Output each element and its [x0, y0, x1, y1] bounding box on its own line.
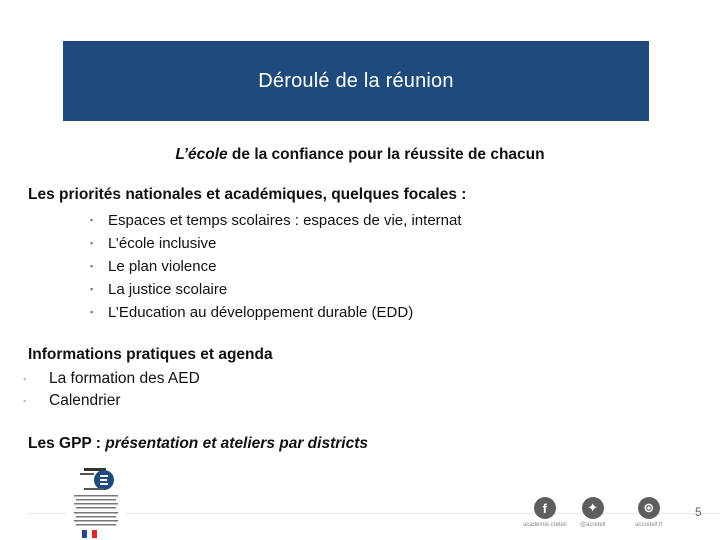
website-caption: accreteil.fr: [635, 522, 663, 528]
list-item-text: L’Education au développement durable (EDD): [108, 304, 414, 321]
list-item: [90, 255, 462, 278]
list-item: [90, 209, 462, 232]
facebook-link[interactable]: [523, 497, 567, 528]
list-item-text: La justice scolaire: [108, 281, 228, 298]
info-list: [23, 368, 200, 412]
twitter-icon: ✦: [582, 497, 604, 519]
list-item: [23, 390, 200, 412]
subtitle-italic: L’école: [175, 146, 228, 163]
gpp-heading-plain: Les GPP :: [28, 435, 106, 452]
list-item-text: L’école inclusive: [108, 235, 217, 252]
list-item: [90, 278, 462, 301]
website-link[interactable]: [635, 497, 663, 528]
bullet-icon: ▪: [90, 307, 94, 317]
web-icon: ⊛: [638, 497, 660, 519]
list-item-text: La formation des AED: [49, 370, 200, 387]
slide-title: Déroulé de la réunion: [258, 69, 454, 92]
section-priorities-heading: Les priorités nationales et académiques, quelques focales :: [28, 186, 467, 203]
bullet-icon: ▪: [90, 215, 94, 225]
bullet-icon: ▪: [23, 396, 27, 406]
title-banner: [63, 41, 649, 121]
page-number: 5: [695, 505, 702, 519]
list-item: [90, 301, 462, 324]
priorities-list: [90, 209, 462, 324]
twitter-link[interactable]: [580, 497, 605, 528]
facebook-icon: f: [534, 497, 556, 519]
academie-logo: [64, 464, 128, 540]
bullet-icon: ▪: [90, 261, 94, 271]
subtitle-rest: de la confiance pour la réussite de chacun: [227, 146, 545, 163]
bullet-icon: ▪: [90, 284, 94, 294]
section-info-heading: Informations pratiques et agenda: [28, 346, 273, 363]
gpp-heading-italic: présentation et ateliers par districts: [105, 435, 368, 452]
list-item-text: Le plan violence: [108, 258, 217, 275]
section-gpp-heading: [28, 435, 368, 453]
list-item: [90, 232, 462, 255]
bullet-icon: ▪: [23, 374, 27, 384]
facebook-caption: academie.creteil: [523, 522, 567, 528]
bullet-icon: ▪: [90, 238, 94, 248]
list-item: [23, 368, 200, 390]
list-item-text: Espaces et temps scolaires : espaces de vie, internat: [108, 212, 462, 229]
twitter-caption: @acreteil: [580, 522, 606, 528]
list-item-text: Calendrier: [49, 392, 121, 409]
footer-divider: [28, 513, 720, 514]
slide-subtitle: [0, 146, 720, 164]
